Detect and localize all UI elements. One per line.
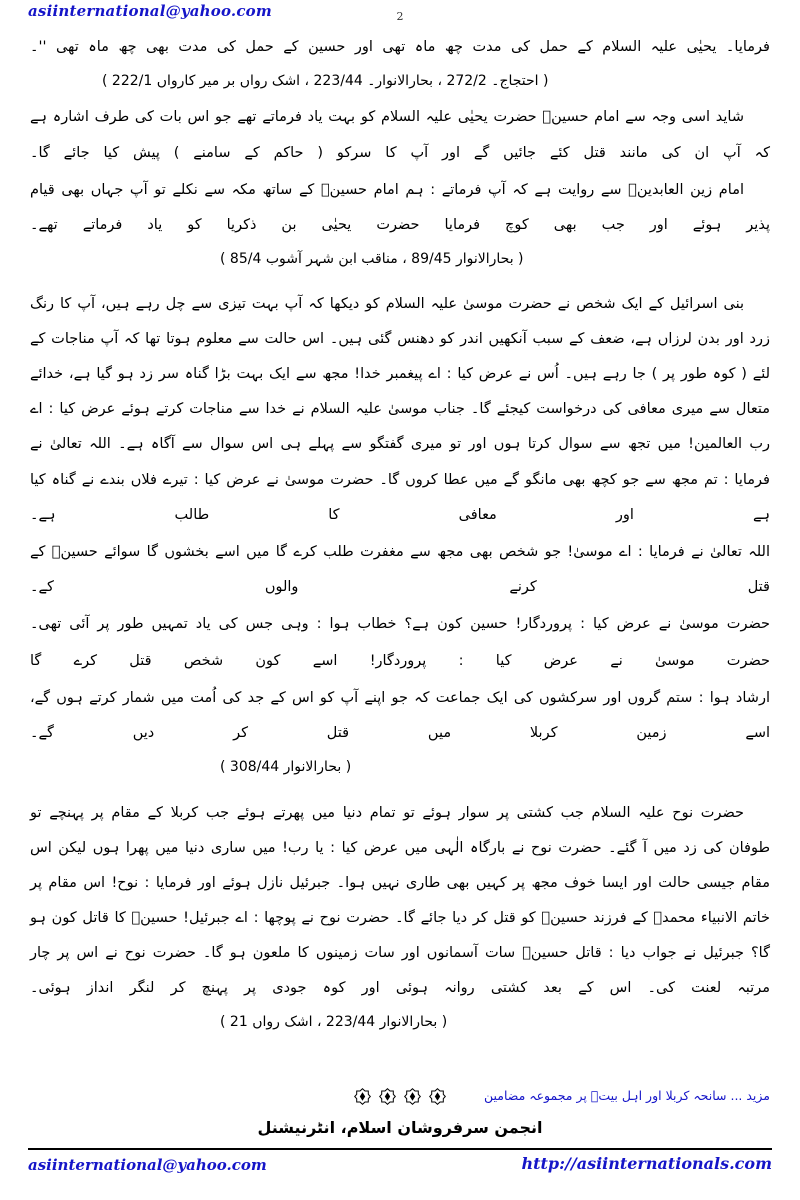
citation: ( بحارالانوار 223/44 ، اشک رواں 21 ) — [220, 1014, 448, 1031]
footer-website-link[interactable]: http://asiinternationals.com — [521, 1154, 772, 1173]
paragraph: حضرت نوح علیہ السلام جب کشتی پر سوار ہوئے تو تمام دنیا میں پھرتے ہوئے جب کربلا کے مقام پر پہنچے تو طوفان کی زد میں آ گئے۔ حضرت نوح نے بارگاہ الٰہی میں عرض کیا : یا رب! میں ساری دنیا میں پھرا ہوں لیکن اس مقام جیسی حالت اور ایسا خوف مجھ پر کہیں بھی طاری نہیں ہوا۔ جبرئیل نازل ہوئے اور فرمایا : نوح! اس مقام پر خاتم الانبیاء محمدؐ کے فرزند حسینؑ کو قتل کر دیا جائے گا۔ حضرت نوح نے پوچھا : اے جبرئیل! حسینؑ کا قاتل کون ہو گا؟ جبرئیل نے جواب دیا : قاتل حسینؑ سات آسمانوں اور سات زمینوں کا ملعون ہو گا۔ حضرت نوح نے اس پر چار مرتبہ لعنت کی۔ اس کے بعد کشتی روانہ ہوئی اور کوہ جودی پر پہنچ کر لنگر انداز ہوئی۔ — [30, 804, 770, 996]
citation: ( احتجاج۔ 272/2 ، بحارالانوار۔ 223/44 ، اشک رواں بر میر کارواں 222/1 ) — [102, 73, 549, 90]
page-number: 2 — [396, 10, 404, 23]
spacer — [30, 278, 770, 287]
ornament-row — [0, 1088, 800, 1105]
organization-name: انجمن سرفروشان اسلام، انٹرنیشنل — [257, 1118, 543, 1137]
diamond-ornament-icon — [379, 1088, 396, 1105]
footer-email-link[interactable]: asiinternational@yahoo.com — [28, 1156, 267, 1174]
paragraph: بنی اسرائیل کے ایک شخص نے حضرت موسیٰ علیہ السلام کو دیکھا کہ آپ بہت تیزی سے چل رہے ہیں، آپ کا رنگ زرد اور بدن لرزاں ہے، ضعف کے سبب آنکھیں اندر کو دھنس گئی ہیں۔ اس حالت سے معلوم ہوتا تھا کہ آپ مناجات کے لئے ( کوہ طور پر ) جا رہے ہیں۔ اُس نے عرض کیا : اے پیغمبر خدا! مجھ سے ایک بہت بڑا گناہ سر زد ہو گیا ہے، خدائے متعال سے میری معافی کی درخواست کیجئے گا۔ جناب موسیٰ علیہ السلام نے خدا سے مناجات کرتے ہوئے عرض کیا : اے رب العالمین! میں تجھ سے سوال کرتا ہوں اور تو میری گفتگو سے پہلے ہی اس سوال سے آگاہ ہے۔ اللہ تعالیٰ نے فرمایا : تم مجھ سے جو کچھ بھی مانگو گے میں عطا کروں گا۔ حضرت موسیٰ نے عرض کیا : تیرے فلاں بندے نے گناہ کیا ہے اور معافی کا طالب ہے۔ — [30, 296, 770, 523]
diamond-ornament-icon — [404, 1088, 421, 1105]
more-articles-note: مزید ... سانحہ کربلا اور اہل بیتؑ پر مجموعہ مضامین — [483, 1088, 770, 1103]
spacer — [30, 787, 770, 796]
paragraph: اللہ تعالیٰ نے فرمایا : اے موسیٰ! جو شخص بھی مجھ سے مغفرت طلب کرے گا میں اسے بخشوں گا سوائے حسینؑ کے قتل کرنے والوں کے۔ — [30, 543, 770, 595]
header-email: asiinternational@yahoo.com — [28, 2, 272, 20]
citation: ( بحارالانوار 89/45 ، مناقب ابن شہر آشوب 85/4 ) — [220, 250, 524, 267]
footer-divider — [28, 1148, 772, 1150]
page-footer — [0, 1082, 800, 1200]
citation: ( بحارالانوار 308/44 ) — [220, 759, 352, 776]
paragraph: امام زین العابدینؑ سے روایت ہے کہ آپ فرماتے : ہم امام حسینؑ کے ساتھ مکہ سے نکلے تو آپ جہاں بھی قیام پذیر ہوئے اور جب بھی کوچ فرمایا حضرت یحیٰی بن ذکریا کو یاد فرماتے تھے۔ — [30, 181, 770, 233]
paragraph: شاید اسی وجہ سے امام حسینؑ حضرت یحیٰی علیہ السلام کو بہت یاد فرماتے تھے جو اس بات کی طرف اشارہ ہے کہ آپ ان کی مانند قتل کئے جائیں گے اور آپ کا سرکو ( حاکم کے سامنے ) پیش کیا جائے گا۔ — [30, 109, 770, 161]
paragraph: حضرت موسیٰ نے عرض کیا : پروردگار! اسے کون شخص قتل کرے گا — [30, 652, 770, 669]
diamond-ornament-icon — [354, 1088, 371, 1105]
paragraph: حضرت موسیٰ نے عرض کیا : پروردگار! حسین کون ہے؟ خطاب ہوا : وہی جس کی یاد تمہیں طور پر آئی تھی۔ — [30, 615, 770, 632]
paragraph: ارشاد ہوا : ستم گروں اور سرکشوں کی ایک جماعت کہ جو اپنے آپ کو اس کے جد کی اُمت میں شمار کرتے ہوں گے، اسے زمین کربلا میں قتل کر دیں گے۔ — [30, 690, 770, 742]
diamond-ornament-icon — [429, 1088, 446, 1105]
paragraph: فرمایا۔ یحیٰی علیہ السلام کے حمل کی مدت چھ ماہ تھی اور حسین کے حمل کی مدت بھی چھ ماہ تھی ''۔ — [30, 39, 770, 55]
document-body — [30, 30, 770, 1082]
